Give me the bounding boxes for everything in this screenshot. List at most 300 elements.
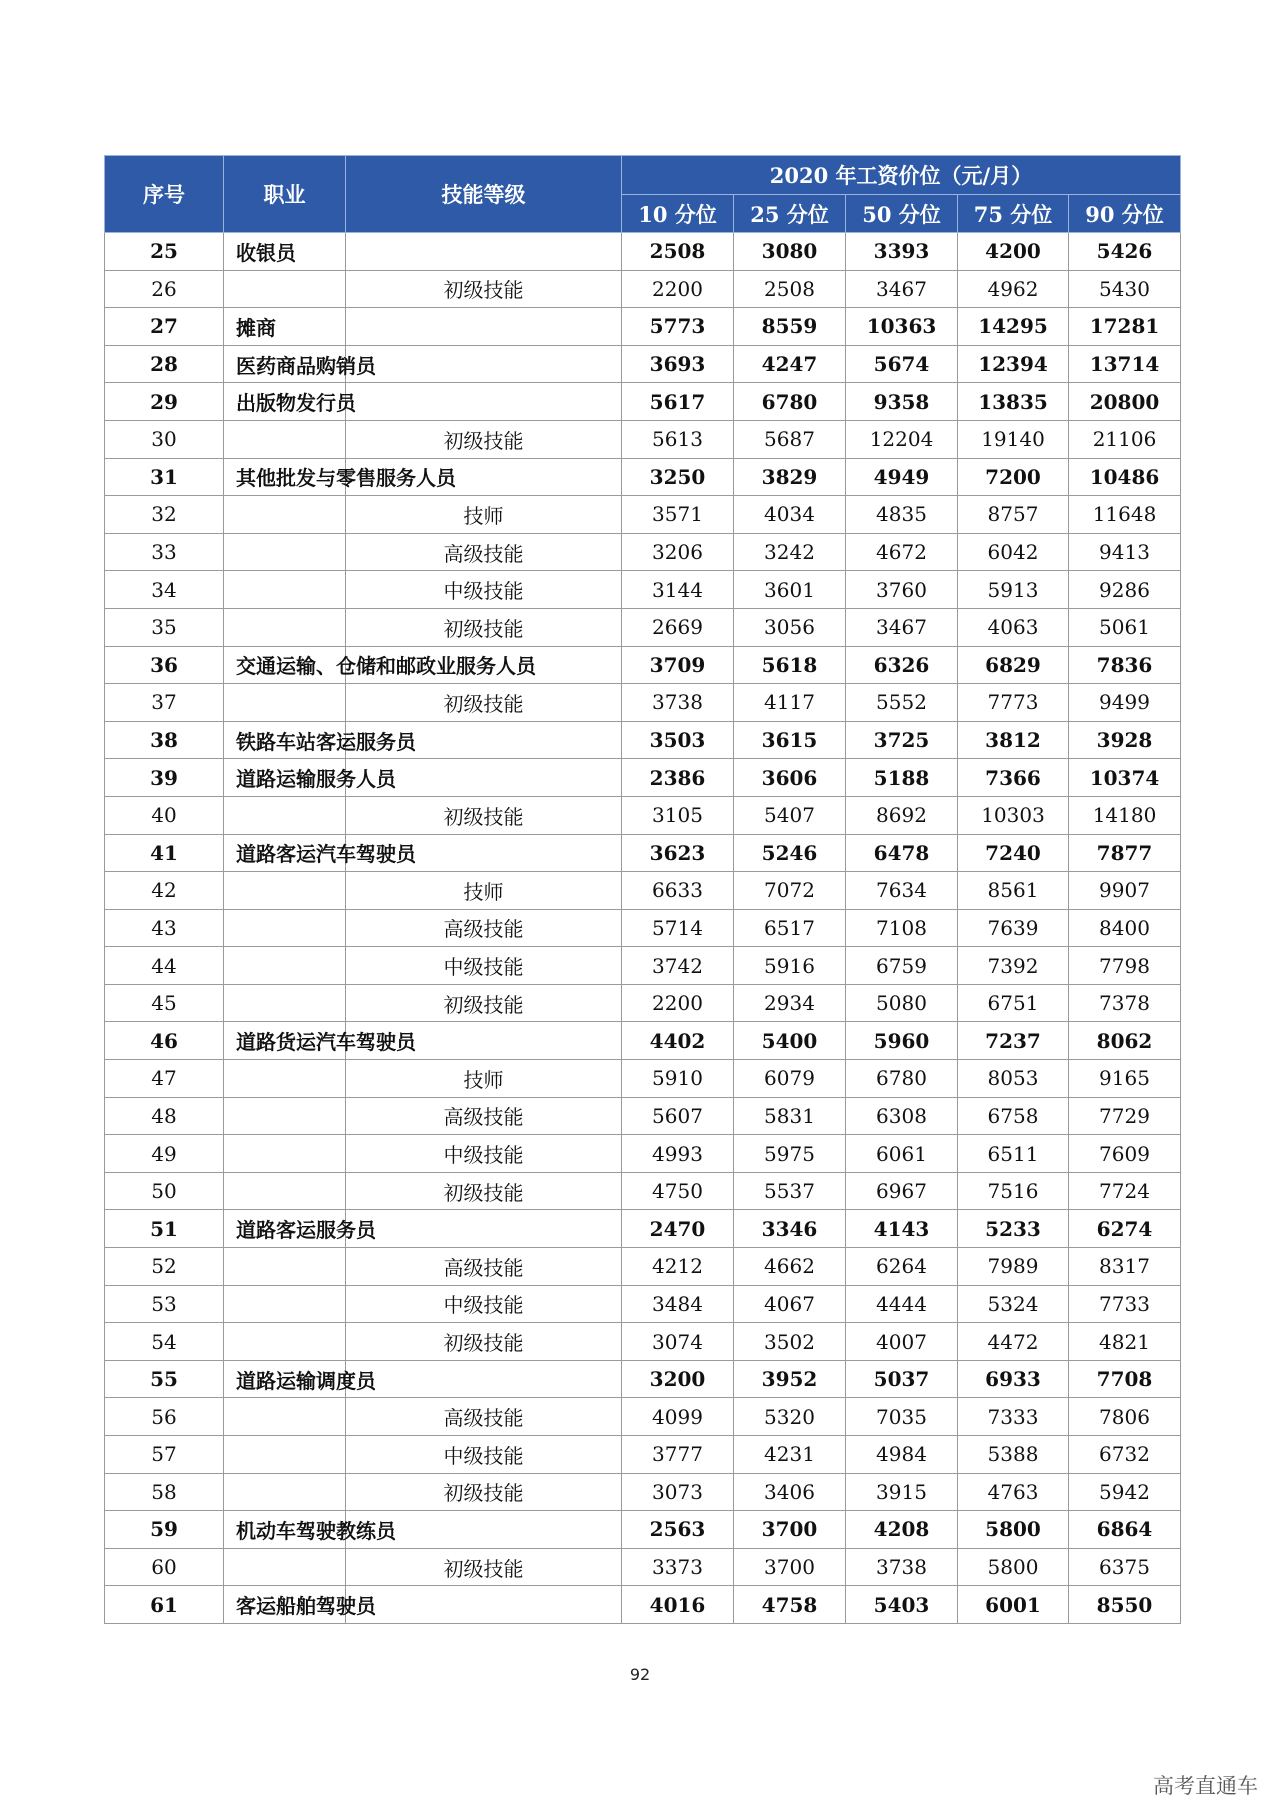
cell-no: 55 [105, 1360, 224, 1398]
cell-p10: 6633 [622, 872, 734, 910]
cell-occupation [224, 872, 346, 910]
watermark: 高考直通车 [1153, 1774, 1258, 1798]
cell-p25: 6517 [734, 909, 846, 947]
cell-no: 51 [105, 1210, 224, 1248]
cell-occupation: 其他批发与零售服务人员 [224, 458, 346, 496]
cell-p75: 5800 [958, 1548, 1069, 1586]
cell-occupation: 道路货运汽车驾驶员 [224, 1022, 346, 1060]
cell-no: 41 [105, 834, 224, 872]
cell-occupation [224, 420, 346, 458]
cell-p90: 7877 [1069, 834, 1181, 872]
table-row [105, 684, 1181, 722]
cell-p10: 3105 [622, 796, 734, 834]
cell-occupation [224, 1172, 346, 1210]
cell-p50: 7035 [846, 1398, 958, 1436]
cell-occupation [224, 684, 346, 722]
cell-p50: 6326 [846, 646, 958, 684]
cell-p25: 3606 [734, 759, 846, 797]
cell-p50: 12204 [846, 420, 958, 458]
cell-p10: 2386 [622, 759, 734, 797]
cell-p25: 4758 [734, 1586, 846, 1624]
cell-no: 53 [105, 1285, 224, 1323]
cell-occupation [224, 984, 346, 1022]
cell-skill-level: 高级技能 [346, 1097, 622, 1135]
cell-p25: 3829 [734, 458, 846, 496]
cell-p10: 4099 [622, 1398, 734, 1436]
cell-p75: 7366 [958, 759, 1069, 797]
cell-p25: 5537 [734, 1172, 846, 1210]
cell-occupation: 收银员 [224, 233, 346, 271]
cell-occupation: 出版物发行员 [224, 383, 346, 421]
cell-p90: 7806 [1069, 1398, 1181, 1436]
cell-p10: 2200 [622, 270, 734, 308]
cell-p25: 6780 [734, 383, 846, 421]
cell-p90: 10374 [1069, 759, 1181, 797]
cell-p25: 5975 [734, 1135, 846, 1173]
table-row [105, 872, 1181, 910]
cell-p90: 7733 [1069, 1285, 1181, 1323]
table-row [105, 646, 1181, 684]
cell-p10: 3250 [622, 458, 734, 496]
cell-p25: 4231 [734, 1436, 846, 1474]
cell-skill-level: 高级技能 [346, 1398, 622, 1436]
cell-occupation [224, 1473, 346, 1511]
cell-p10: 3074 [622, 1323, 734, 1361]
cell-p50: 4835 [846, 496, 958, 534]
cell-p90: 9286 [1069, 571, 1181, 609]
cell-p90: 5061 [1069, 608, 1181, 646]
cell-no: 56 [105, 1398, 224, 1436]
cell-no: 43 [105, 909, 224, 947]
cell-p50: 4672 [846, 533, 958, 571]
header-p25: 25 分位 [734, 195, 846, 233]
cell-p90: 21106 [1069, 420, 1181, 458]
cell-p75: 8053 [958, 1060, 1069, 1098]
cell-p75: 3812 [958, 721, 1069, 759]
table-row [105, 458, 1181, 496]
cell-p25: 5320 [734, 1398, 846, 1436]
cell-skill-level: 初级技能 [346, 1172, 622, 1210]
table-row [105, 1172, 1181, 1210]
table-row [105, 383, 1181, 421]
wage-table [104, 155, 1181, 1624]
table-row [105, 1097, 1181, 1135]
cell-p90: 5430 [1069, 270, 1181, 308]
cell-p75: 7773 [958, 684, 1069, 722]
cell-p10: 4993 [622, 1135, 734, 1173]
cell-p75: 7200 [958, 458, 1069, 496]
cell-skill-level: 初级技能 [346, 608, 622, 646]
cell-skill-level: 中级技能 [346, 571, 622, 609]
cell-p90: 3928 [1069, 721, 1181, 759]
cell-occupation [224, 270, 346, 308]
cell-p25: 4034 [734, 496, 846, 534]
page-number: 92 [629, 1665, 651, 1684]
cell-p10: 3373 [622, 1548, 734, 1586]
cell-p10: 3144 [622, 571, 734, 609]
cell-p10: 5613 [622, 420, 734, 458]
cell-p75: 4472 [958, 1323, 1069, 1361]
cell-skill-level [346, 1586, 622, 1624]
cell-p10: 3571 [622, 496, 734, 534]
cell-occupation: 摊商 [224, 308, 346, 346]
cell-p25: 3406 [734, 1473, 846, 1511]
cell-p10: 3738 [622, 684, 734, 722]
cell-occupation: 道路运输服务人员 [224, 759, 346, 797]
cell-p25: 3700 [734, 1511, 846, 1549]
cell-no: 45 [105, 984, 224, 1022]
cell-p10: 2470 [622, 1210, 734, 1248]
cell-p50: 5552 [846, 684, 958, 722]
table-row [105, 1060, 1181, 1098]
cell-p75: 4063 [958, 608, 1069, 646]
cell-p25: 4117 [734, 684, 846, 722]
cell-p25: 2934 [734, 984, 846, 1022]
cell-p50: 7108 [846, 909, 958, 947]
cell-p75: 5800 [958, 1511, 1069, 1549]
cell-p50: 3393 [846, 233, 958, 271]
header-p75: 75 分位 [958, 195, 1069, 233]
cell-p25: 7072 [734, 872, 846, 910]
cell-p90: 7724 [1069, 1172, 1181, 1210]
table-row [105, 1210, 1181, 1248]
cell-p25: 5916 [734, 947, 846, 985]
cell-p50: 8692 [846, 796, 958, 834]
cell-p25: 4067 [734, 1285, 846, 1323]
table-row [105, 1548, 1181, 1586]
cell-p10: 4402 [622, 1022, 734, 1060]
cell-occupation [224, 1097, 346, 1135]
cell-p25: 5687 [734, 420, 846, 458]
cell-p50: 4949 [846, 458, 958, 496]
cell-p75: 6042 [958, 533, 1069, 571]
cell-skill-level [346, 308, 622, 346]
cell-no: 60 [105, 1548, 224, 1586]
table-row [105, 533, 1181, 571]
cell-p75: 7639 [958, 909, 1069, 947]
table-row [105, 909, 1181, 947]
cell-p25: 5400 [734, 1022, 846, 1060]
cell-p25: 5831 [734, 1097, 846, 1135]
cell-no: 61 [105, 1586, 224, 1624]
cell-p10: 5617 [622, 383, 734, 421]
cell-p50: 6264 [846, 1248, 958, 1286]
cell-p90: 14180 [1069, 796, 1181, 834]
cell-no: 59 [105, 1511, 224, 1549]
cell-skill-level: 初级技能 [346, 1548, 622, 1586]
cell-skill-level: 高级技能 [346, 909, 622, 947]
cell-p50: 5080 [846, 984, 958, 1022]
header-wage-group: 2020 年工资价位（元/月） [622, 156, 1181, 195]
cell-p25: 5407 [734, 796, 846, 834]
cell-skill-level [346, 383, 622, 421]
cell-p75: 6829 [958, 646, 1069, 684]
cell-skill-level: 初级技能 [346, 1473, 622, 1511]
cell-occupation [224, 1135, 346, 1173]
cell-skill-level: 初级技能 [346, 684, 622, 722]
cell-p90: 8062 [1069, 1022, 1181, 1060]
cell-p90: 7798 [1069, 947, 1181, 985]
cell-p90: 17281 [1069, 308, 1181, 346]
cell-p75: 5324 [958, 1285, 1069, 1323]
cell-no: 38 [105, 721, 224, 759]
cell-p50: 6478 [846, 834, 958, 872]
cell-no: 54 [105, 1323, 224, 1361]
cell-p90: 6274 [1069, 1210, 1181, 1248]
cell-skill-level: 初级技能 [346, 796, 622, 834]
cell-occupation: 客运船舶驾驶员 [224, 1586, 346, 1624]
cell-no: 40 [105, 796, 224, 834]
cell-no: 31 [105, 458, 224, 496]
cell-p75: 7392 [958, 947, 1069, 985]
cell-p50: 4208 [846, 1511, 958, 1549]
table-row [105, 984, 1181, 1022]
cell-p25: 8559 [734, 308, 846, 346]
cell-skill-level: 中级技能 [346, 1285, 622, 1323]
cell-skill-level: 中级技能 [346, 947, 622, 985]
header-skill-level: 技能等级 [346, 156, 622, 233]
cell-no: 44 [105, 947, 224, 985]
cell-no: 32 [105, 496, 224, 534]
table-row [105, 1586, 1181, 1624]
cell-occupation: 道路运输调度员 [224, 1360, 346, 1398]
cell-skill-level [346, 1210, 622, 1248]
cell-occupation [224, 1548, 346, 1586]
cell-p50: 4143 [846, 1210, 958, 1248]
table-row [105, 1135, 1181, 1173]
cell-p90: 7609 [1069, 1135, 1181, 1173]
cell-p50: 5403 [846, 1586, 958, 1624]
cell-p25: 3242 [734, 533, 846, 571]
cell-p75: 10303 [958, 796, 1069, 834]
cell-p75: 4200 [958, 233, 1069, 271]
table-row [105, 1022, 1181, 1060]
cell-no: 30 [105, 420, 224, 458]
cell-p90: 7729 [1069, 1097, 1181, 1135]
cell-p10: 5773 [622, 308, 734, 346]
cell-p75: 6933 [958, 1360, 1069, 1398]
cell-p75: 4763 [958, 1473, 1069, 1511]
cell-p10: 3623 [622, 834, 734, 872]
cell-p10: 3206 [622, 533, 734, 571]
cell-occupation [224, 571, 346, 609]
cell-p10: 3693 [622, 345, 734, 383]
cell-skill-level: 初级技能 [346, 420, 622, 458]
table-row [105, 759, 1181, 797]
cell-p10: 3709 [622, 646, 734, 684]
cell-p10: 4212 [622, 1248, 734, 1286]
cell-p90: 8317 [1069, 1248, 1181, 1286]
cell-p25: 3080 [734, 233, 846, 271]
table-body [105, 233, 1181, 1624]
cell-p75: 5233 [958, 1210, 1069, 1248]
cell-p50: 3725 [846, 721, 958, 759]
header-p50: 50 分位 [846, 195, 958, 233]
cell-p25: 3056 [734, 608, 846, 646]
cell-p90: 9165 [1069, 1060, 1181, 1098]
cell-skill-level: 初级技能 [346, 270, 622, 308]
cell-p50: 3915 [846, 1473, 958, 1511]
cell-p10: 2669 [622, 608, 734, 646]
cell-p10: 2563 [622, 1511, 734, 1549]
cell-p90: 8400 [1069, 909, 1181, 947]
cell-no: 37 [105, 684, 224, 722]
table-row [105, 796, 1181, 834]
cell-p90: 10486 [1069, 458, 1181, 496]
cell-no: 33 [105, 533, 224, 571]
cell-skill-level [346, 233, 622, 271]
cell-no: 46 [105, 1022, 224, 1060]
cell-no: 26 [105, 270, 224, 308]
cell-no: 57 [105, 1436, 224, 1474]
cell-p75: 12394 [958, 345, 1069, 383]
table-row [105, 345, 1181, 383]
cell-p25: 6079 [734, 1060, 846, 1098]
cell-p10: 2200 [622, 984, 734, 1022]
cell-p10: 3484 [622, 1285, 734, 1323]
cell-occupation: 交通运输、仓储和邮政业服务人员 [224, 646, 346, 684]
cell-p75: 8561 [958, 872, 1069, 910]
table-row [105, 420, 1181, 458]
cell-p10: 3073 [622, 1473, 734, 1511]
cell-occupation: 道路客运服务员 [224, 1210, 346, 1248]
cell-p25: 3700 [734, 1548, 846, 1586]
cell-occupation [224, 533, 346, 571]
cell-p50: 4984 [846, 1436, 958, 1474]
cell-p90: 6864 [1069, 1511, 1181, 1549]
cell-p50: 6967 [846, 1172, 958, 1210]
cell-p10: 5607 [622, 1097, 734, 1135]
cell-skill-level: 中级技能 [346, 1436, 622, 1474]
table-row [105, 496, 1181, 534]
cell-p75: 7333 [958, 1398, 1069, 1436]
cell-occupation [224, 909, 346, 947]
cell-p75: 5388 [958, 1436, 1069, 1474]
cell-p75: 6758 [958, 1097, 1069, 1135]
table-row [105, 1398, 1181, 1436]
table-row [105, 1323, 1181, 1361]
cell-p75: 8757 [958, 496, 1069, 534]
cell-p25: 3502 [734, 1323, 846, 1361]
cell-occupation [224, 1060, 346, 1098]
cell-occupation [224, 796, 346, 834]
cell-p25: 5618 [734, 646, 846, 684]
cell-occupation [224, 608, 346, 646]
cell-p50: 7634 [846, 872, 958, 910]
cell-no: 58 [105, 1473, 224, 1511]
cell-occupation: 道路客运汽车驾驶员 [224, 834, 346, 872]
cell-p50: 3467 [846, 608, 958, 646]
table-row [105, 947, 1181, 985]
cell-no: 47 [105, 1060, 224, 1098]
cell-p75: 6001 [958, 1586, 1069, 1624]
cell-p75: 19140 [958, 420, 1069, 458]
cell-occupation: 机动车驾驶教练员 [224, 1511, 346, 1549]
cell-occupation [224, 496, 346, 534]
table-row [105, 233, 1181, 271]
cell-no: 50 [105, 1172, 224, 1210]
cell-occupation [224, 1323, 346, 1361]
table-row [105, 308, 1181, 346]
table-row [105, 571, 1181, 609]
cell-occupation: 医药商品购销员 [224, 345, 346, 383]
table-row [105, 270, 1181, 308]
cell-p90: 4821 [1069, 1323, 1181, 1361]
table-row [105, 1473, 1181, 1511]
cell-p10: 3742 [622, 947, 734, 985]
cell-occupation [224, 947, 346, 985]
cell-skill-level: 中级技能 [346, 1135, 622, 1173]
cell-skill-level: 初级技能 [346, 984, 622, 1022]
cell-occupation [224, 1398, 346, 1436]
cell-p50: 6061 [846, 1135, 958, 1173]
table-row [105, 1436, 1181, 1474]
cell-no: 48 [105, 1097, 224, 1135]
cell-p50: 5674 [846, 345, 958, 383]
cell-p25: 5246 [734, 834, 846, 872]
cell-p50: 3760 [846, 571, 958, 609]
cell-p50: 3467 [846, 270, 958, 308]
cell-p50: 10363 [846, 308, 958, 346]
cell-occupation: 铁路车站客运服务员 [224, 721, 346, 759]
header-no: 序号 [105, 156, 224, 233]
cell-skill-level [346, 345, 622, 383]
cell-p90: 20800 [1069, 383, 1181, 421]
cell-no: 39 [105, 759, 224, 797]
cell-p50: 6308 [846, 1097, 958, 1135]
cell-no: 35 [105, 608, 224, 646]
cell-p50: 5960 [846, 1022, 958, 1060]
cell-p10: 5910 [622, 1060, 734, 1098]
cell-p50: 4444 [846, 1285, 958, 1323]
table-row [105, 721, 1181, 759]
cell-occupation [224, 1436, 346, 1474]
cell-no: 42 [105, 872, 224, 910]
cell-p10: 3777 [622, 1436, 734, 1474]
cell-occupation [224, 1285, 346, 1323]
cell-p75: 7989 [958, 1248, 1069, 1286]
cell-p75: 14295 [958, 308, 1069, 346]
header-occupation: 职业 [224, 156, 346, 233]
cell-p10: 3503 [622, 721, 734, 759]
cell-p75: 13835 [958, 383, 1069, 421]
cell-p10: 4750 [622, 1172, 734, 1210]
cell-p10: 4016 [622, 1586, 734, 1624]
table-row [105, 1360, 1181, 1398]
cell-p25: 3952 [734, 1360, 846, 1398]
cell-p50: 5037 [846, 1360, 958, 1398]
cell-p90: 5426 [1069, 233, 1181, 271]
cell-p75: 7516 [958, 1172, 1069, 1210]
cell-skill-level: 技师 [346, 1060, 622, 1098]
header-p10: 10 分位 [622, 195, 734, 233]
cell-p50: 6759 [846, 947, 958, 985]
table-row [105, 1285, 1181, 1323]
cell-p75: 4962 [958, 270, 1069, 308]
wage-table-container [104, 155, 1180, 1624]
cell-p50: 5188 [846, 759, 958, 797]
cell-p90: 6732 [1069, 1436, 1181, 1474]
cell-no: 49 [105, 1135, 224, 1173]
cell-no: 27 [105, 308, 224, 346]
cell-p90: 8550 [1069, 1586, 1181, 1624]
cell-skill-level: 技师 [346, 872, 622, 910]
cell-p25: 3615 [734, 721, 846, 759]
table-row [105, 1511, 1181, 1549]
table-row [105, 608, 1181, 646]
cell-no: 36 [105, 646, 224, 684]
cell-p50: 4007 [846, 1323, 958, 1361]
